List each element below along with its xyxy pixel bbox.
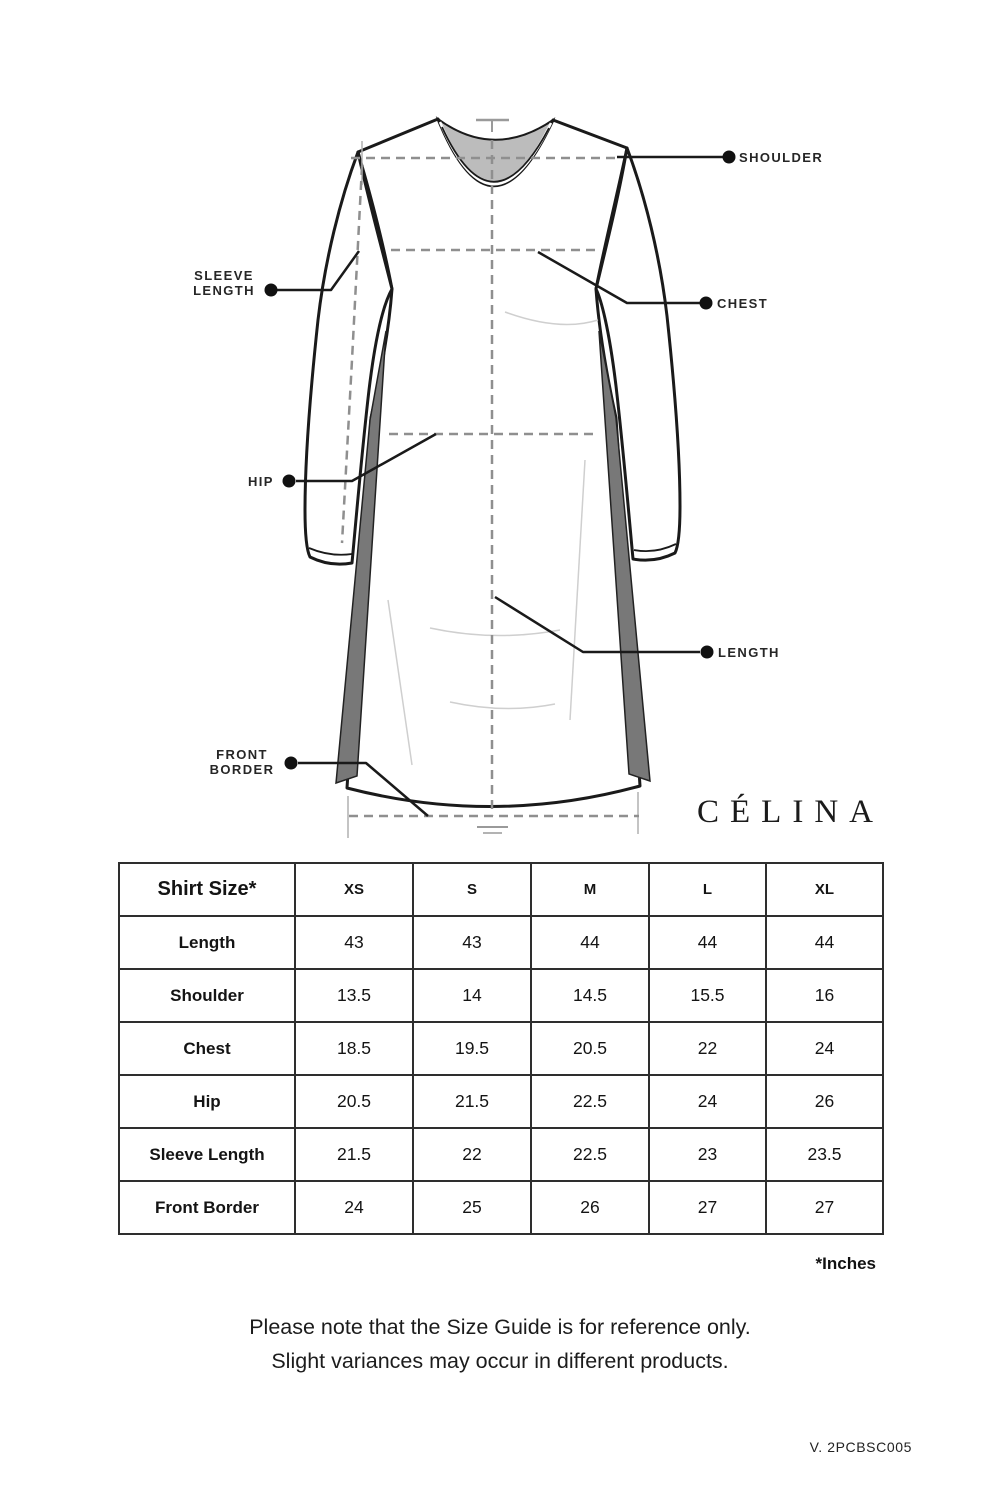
chest-label: CHEST: [717, 296, 769, 311]
measurement-value-cell: 24: [649, 1075, 766, 1128]
sleeve-length-label-line2: LENGTH: [193, 283, 255, 298]
measurement-value-cell: 14: [413, 969, 531, 1022]
measurement-value-cell: 26: [531, 1181, 649, 1234]
measurement-value-cell: 20.5: [531, 1022, 649, 1075]
size-table-header-row: [119, 863, 883, 916]
table-row: [119, 1022, 883, 1075]
measurement-value-cell: 16: [766, 969, 883, 1022]
front-border-label-line1: FRONT: [216, 747, 268, 762]
shoulder-marker-dot: [723, 151, 736, 164]
size-table-title: Shirt Size*: [119, 863, 295, 916]
measurement-row-label: Chest: [119, 1022, 295, 1075]
size-table: [118, 862, 884, 1235]
measurement-value-cell: 20.5: [295, 1075, 413, 1128]
table-row: [119, 1128, 883, 1181]
measurement-value-cell: 18.5: [295, 1022, 413, 1075]
measurement-value-cell: 22: [649, 1022, 766, 1075]
size-column-header-xl: XL: [766, 863, 883, 916]
disclaimer-line2: Slight variances may occur in different products.: [271, 1349, 729, 1373]
measurement-value-cell: 24: [766, 1022, 883, 1075]
disclaimer: [0, 1310, 1000, 1378]
front-border-label-line2: BORDER: [209, 762, 275, 777]
disclaimer-line1: Please note that the Size Guide is for reference only.: [249, 1315, 751, 1339]
measurement-value-cell: 23.5: [766, 1128, 883, 1181]
sleeve-length-label-line1: SLEEVE: [194, 268, 254, 283]
measurement-row-label: Front Border: [119, 1181, 295, 1234]
size-column-header-xs: XS: [295, 863, 413, 916]
measurement-value-cell: 43: [295, 916, 413, 969]
measurement-value-cell: 22: [413, 1128, 531, 1181]
measurement-row-label: Shoulder: [119, 969, 295, 1022]
measurement-value-cell: 15.5: [649, 969, 766, 1022]
measurement-value-cell: 43: [413, 916, 531, 969]
measurement-value-cell: 19.5: [413, 1022, 531, 1075]
inches-note: *Inches: [815, 1254, 876, 1273]
size-column-header-l: L: [649, 863, 766, 916]
measurement-value-cell: 22.5: [531, 1075, 649, 1128]
chest-marker-dot: [700, 297, 713, 310]
measurement-value-cell: 27: [766, 1181, 883, 1234]
front-border-label: [186, 747, 298, 777]
measurement-value-cell: 44: [649, 916, 766, 969]
measurement-value-cell: 44: [531, 916, 649, 969]
measurement-value-cell: 44: [766, 916, 883, 969]
hip-label: HIP: [248, 474, 274, 489]
measurement-value-cell: 14.5: [531, 969, 649, 1022]
measurement-row-label: Sleeve Length: [119, 1128, 295, 1181]
size-column-header-s: S: [413, 863, 531, 916]
measurement-row-label: Length: [119, 916, 295, 969]
measurement-value-cell: 21.5: [295, 1128, 413, 1181]
sleeve-length-label: [168, 268, 280, 298]
measurement-value-cell: 23: [649, 1128, 766, 1181]
measurement-row-label: Hip: [119, 1075, 295, 1128]
measurement-value-cell: 24: [295, 1181, 413, 1234]
table-row: [119, 969, 883, 1022]
garment-body-outline: [347, 119, 640, 807]
table-row: [119, 916, 883, 969]
measurement-value-cell: 13.5: [295, 969, 413, 1022]
shoulder-label: SHOULDER: [739, 150, 824, 165]
measurement-value-cell: 21.5: [413, 1075, 531, 1128]
version-code: V. 2PCBSC005: [809, 1439, 912, 1455]
measurement-value-cell: 25: [413, 1181, 531, 1234]
length-marker-dot: [701, 646, 714, 659]
table-row: [119, 1181, 883, 1234]
measurement-value-cell: 26: [766, 1075, 883, 1128]
brand-logo: CÉLINA: [697, 794, 884, 830]
hip-marker-dot: [283, 475, 296, 488]
measurement-value-cell: 27: [649, 1181, 766, 1234]
size-column-header-m: M: [531, 863, 649, 916]
table-row: [119, 1075, 883, 1128]
measurement-value-cell: 22.5: [531, 1128, 649, 1181]
length-label: LENGTH: [718, 645, 780, 660]
